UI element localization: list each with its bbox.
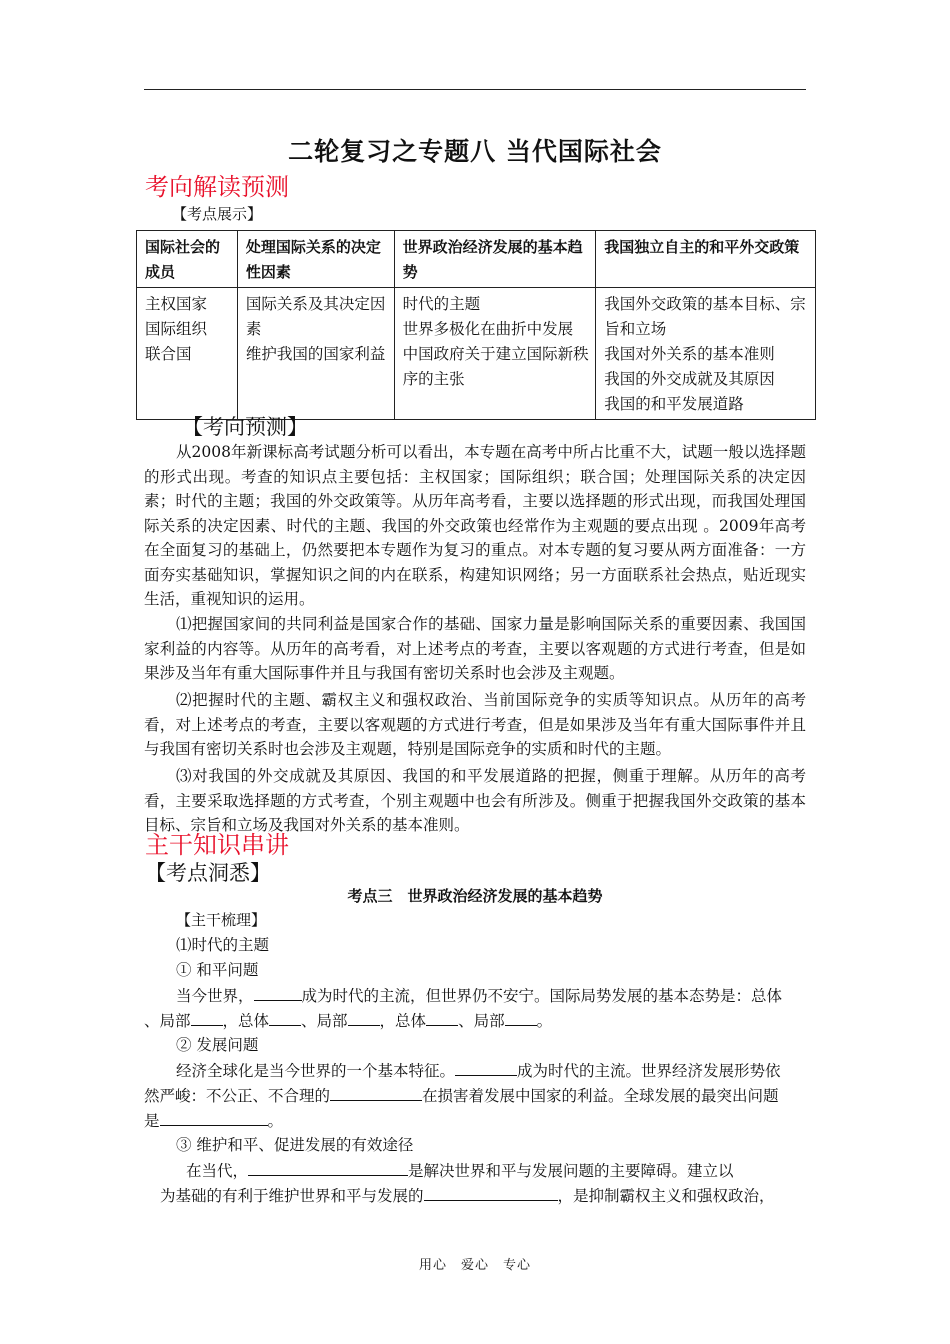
text-segment: 在当代， — [186, 1162, 249, 1180]
text-segment: 成为时代的主流，但世界仍不安宁。国际局势发展的基本态势是：总体 — [301, 987, 783, 1005]
text-segment: ，总体 — [222, 1012, 270, 1030]
answer-blank[interactable] — [248, 1158, 408, 1176]
section-heading-core: 主干知识串讲 — [145, 831, 289, 859]
text-segment: ，是抑制霸权主义和强权政治， — [557, 1187, 775, 1205]
list-item: 时代的主题 — [402, 295, 481, 313]
insight-label: 【考点洞悉】 — [145, 861, 271, 885]
answer-blank[interactable] — [424, 1183, 558, 1201]
fill-in-line — [186, 1158, 734, 1183]
answer-blank[interactable] — [505, 1008, 537, 1026]
text-segment: 是 — [144, 1112, 160, 1130]
answer-blank[interactable] — [455, 1058, 517, 1076]
text-segment: 在损害着发展中国家的利益。全球发展的最突出问题 — [422, 1087, 779, 1105]
page-title: 二轮复习之专题八 当代国际社会 — [288, 137, 662, 166]
list-item: 主权国家 — [145, 295, 208, 313]
text-segment: 成为时代的主流。世界经济发展形势依 — [517, 1062, 781, 1080]
section-heading-forecast: 考向解读预测 — [145, 173, 289, 201]
list-item: 世界多极化在曲折中发展 — [402, 320, 574, 338]
list-item: 中国政府关于建立国际新秩序的主张 — [402, 345, 589, 388]
text-segment: 、局部 — [144, 1012, 191, 1030]
subsection-title: ⑴时代的主题 — [176, 936, 270, 954]
page-footer: 用心 爱心 专心 — [418, 1258, 531, 1273]
table-header-cell: 处理国际关系的决定性因素 — [237, 231, 394, 288]
answer-blank[interactable] — [269, 1008, 301, 1026]
fill-in-line — [144, 1008, 552, 1033]
text-segment: 、局部 — [458, 1012, 505, 1030]
text-segment: 是解决世界和平与发展问题的主要障碍。建立以 — [408, 1162, 734, 1180]
table-cell — [394, 288, 596, 420]
answer-blank[interactable] — [426, 1008, 458, 1026]
forecast-paragraph: ⑴把握国家间的共同利益是国家合作的基础、国家力量是影响国际关系的重要因素、我国国家利益的内容等。从历年的高考看，对上述考点的考查，主要以客观题的方式进行考查，但是如果涉及当年有重大国际事件并且与我国有密切关系时也会涉及主观题。 — [144, 615, 806, 682]
key-points-label: 【考点展示】 — [172, 205, 263, 223]
table-header-cell: 国际社会的成员 — [137, 231, 238, 288]
topic-title: 考点三 世界政治经济发展的基本趋势 — [347, 887, 603, 905]
fill-in-line — [144, 1083, 779, 1108]
list-item: 国际关系及其决定因素 — [245, 295, 386, 338]
table-cell — [596, 288, 816, 420]
text-segment: 。 — [267, 1112, 284, 1130]
text-segment: 、局部 — [301, 1012, 348, 1030]
answer-blank[interactable] — [348, 1008, 380, 1026]
subsection-title: ① 和平问题 — [176, 961, 259, 979]
text-segment: 当今世界， — [176, 987, 254, 1005]
subsection-title: ② 发展问题 — [176, 1036, 259, 1054]
list-item: 我国的外交成就及其原因 — [604, 370, 775, 388]
answer-blank[interactable] — [330, 1083, 422, 1101]
forecast-paragraph: ⑶对我国的外交成就及其原因、我国的和平发展道路的把握，侧重于理解。从历年的高考看，主要采取选择题的方式考查，个别主观题中也会有所涉及。侧重于把握我国外交政策的基本目标、宗旨和立场及我国对外关系的基本准则。 — [144, 767, 806, 834]
answer-blank[interactable] — [191, 1008, 223, 1026]
list-item: 我国外交政策的基本目标、宗旨和立场 — [604, 295, 806, 338]
list-item: 国际组织 — [145, 320, 208, 338]
text-segment: 。 — [536, 1012, 553, 1030]
table-row — [137, 288, 816, 420]
fill-in-line — [176, 983, 782, 1008]
answer-blank[interactable] — [254, 983, 302, 1001]
fill-in-line — [176, 1058, 781, 1083]
fill-in-line — [144, 1108, 283, 1133]
table-header-cell: 世界政治经济发展的基本趋势 — [394, 231, 596, 288]
table-cell — [137, 288, 238, 420]
forecast-paragraph: 从2008年新课标高考试题分析可以看出，本专题在高考中所占比重不大，试题一般以选择题的形式出现。考查的知识点主要包括：主权国家；国际组织；联合国；处理国际关系的决定因素；时代的主题；我国的外交政策等。从历年高考看，主要以选择题的形式出现，而我国处理国际关系的决定因素、时代的主题、我国的外交政策也经常作为主观题的要点出现 。2009年高考在全面复习的基础上，仍然要把本专题作为复习的重点。对本专题的复习要从两方面准备：一方面夯实基础知识，掌握知识之间的内在联系，构建知识网络；另一方面联系社会热点，贴近现实生活，重视知识的运用。 — [144, 443, 806, 608]
header-rule — [144, 89, 806, 90]
text-segment: 经济全球化是当今世界的一个基本特征。 — [176, 1062, 456, 1080]
key-points-table — [136, 230, 816, 420]
text-segment: 然严峻：不公正、不合理的 — [144, 1087, 331, 1105]
forecast-label: 【考向预测】 — [182, 415, 308, 439]
list-item: 维护我国的国家利益 — [245, 345, 386, 363]
fill-in-line — [160, 1183, 775, 1208]
forecast-paragraph: ⑵把握时代的主题、霸权主义和强权政治、当前国际竞争的实质等知识点。从历年的高考看，对上述考点的考查，主要以客观题的方式进行考查，但是如果涉及当年有重大国际事件并且与我国有密切关系时也会涉及主观题，特别是国际竞争的实质和时代的主题。 — [144, 691, 806, 758]
subsection-title: ③ 维护和平、促进发展的有效途径 — [176, 1136, 414, 1154]
table-header-cell: 我国独立自主的和平外交政策 — [596, 231, 816, 288]
outline-label: 【主干梳理】 — [176, 911, 267, 929]
text-segment: ，总体 — [379, 1012, 427, 1030]
list-item: 我国对外关系的基本准则 — [604, 345, 775, 363]
answer-blank[interactable] — [160, 1108, 268, 1126]
table-cell — [237, 288, 394, 420]
list-item: 联合国 — [145, 345, 192, 363]
list-item: 我国的和平发展道路 — [604, 395, 744, 413]
text-segment: 为基础的有利于维护世界和平与发展的 — [160, 1187, 424, 1205]
table-header-row — [137, 231, 816, 288]
